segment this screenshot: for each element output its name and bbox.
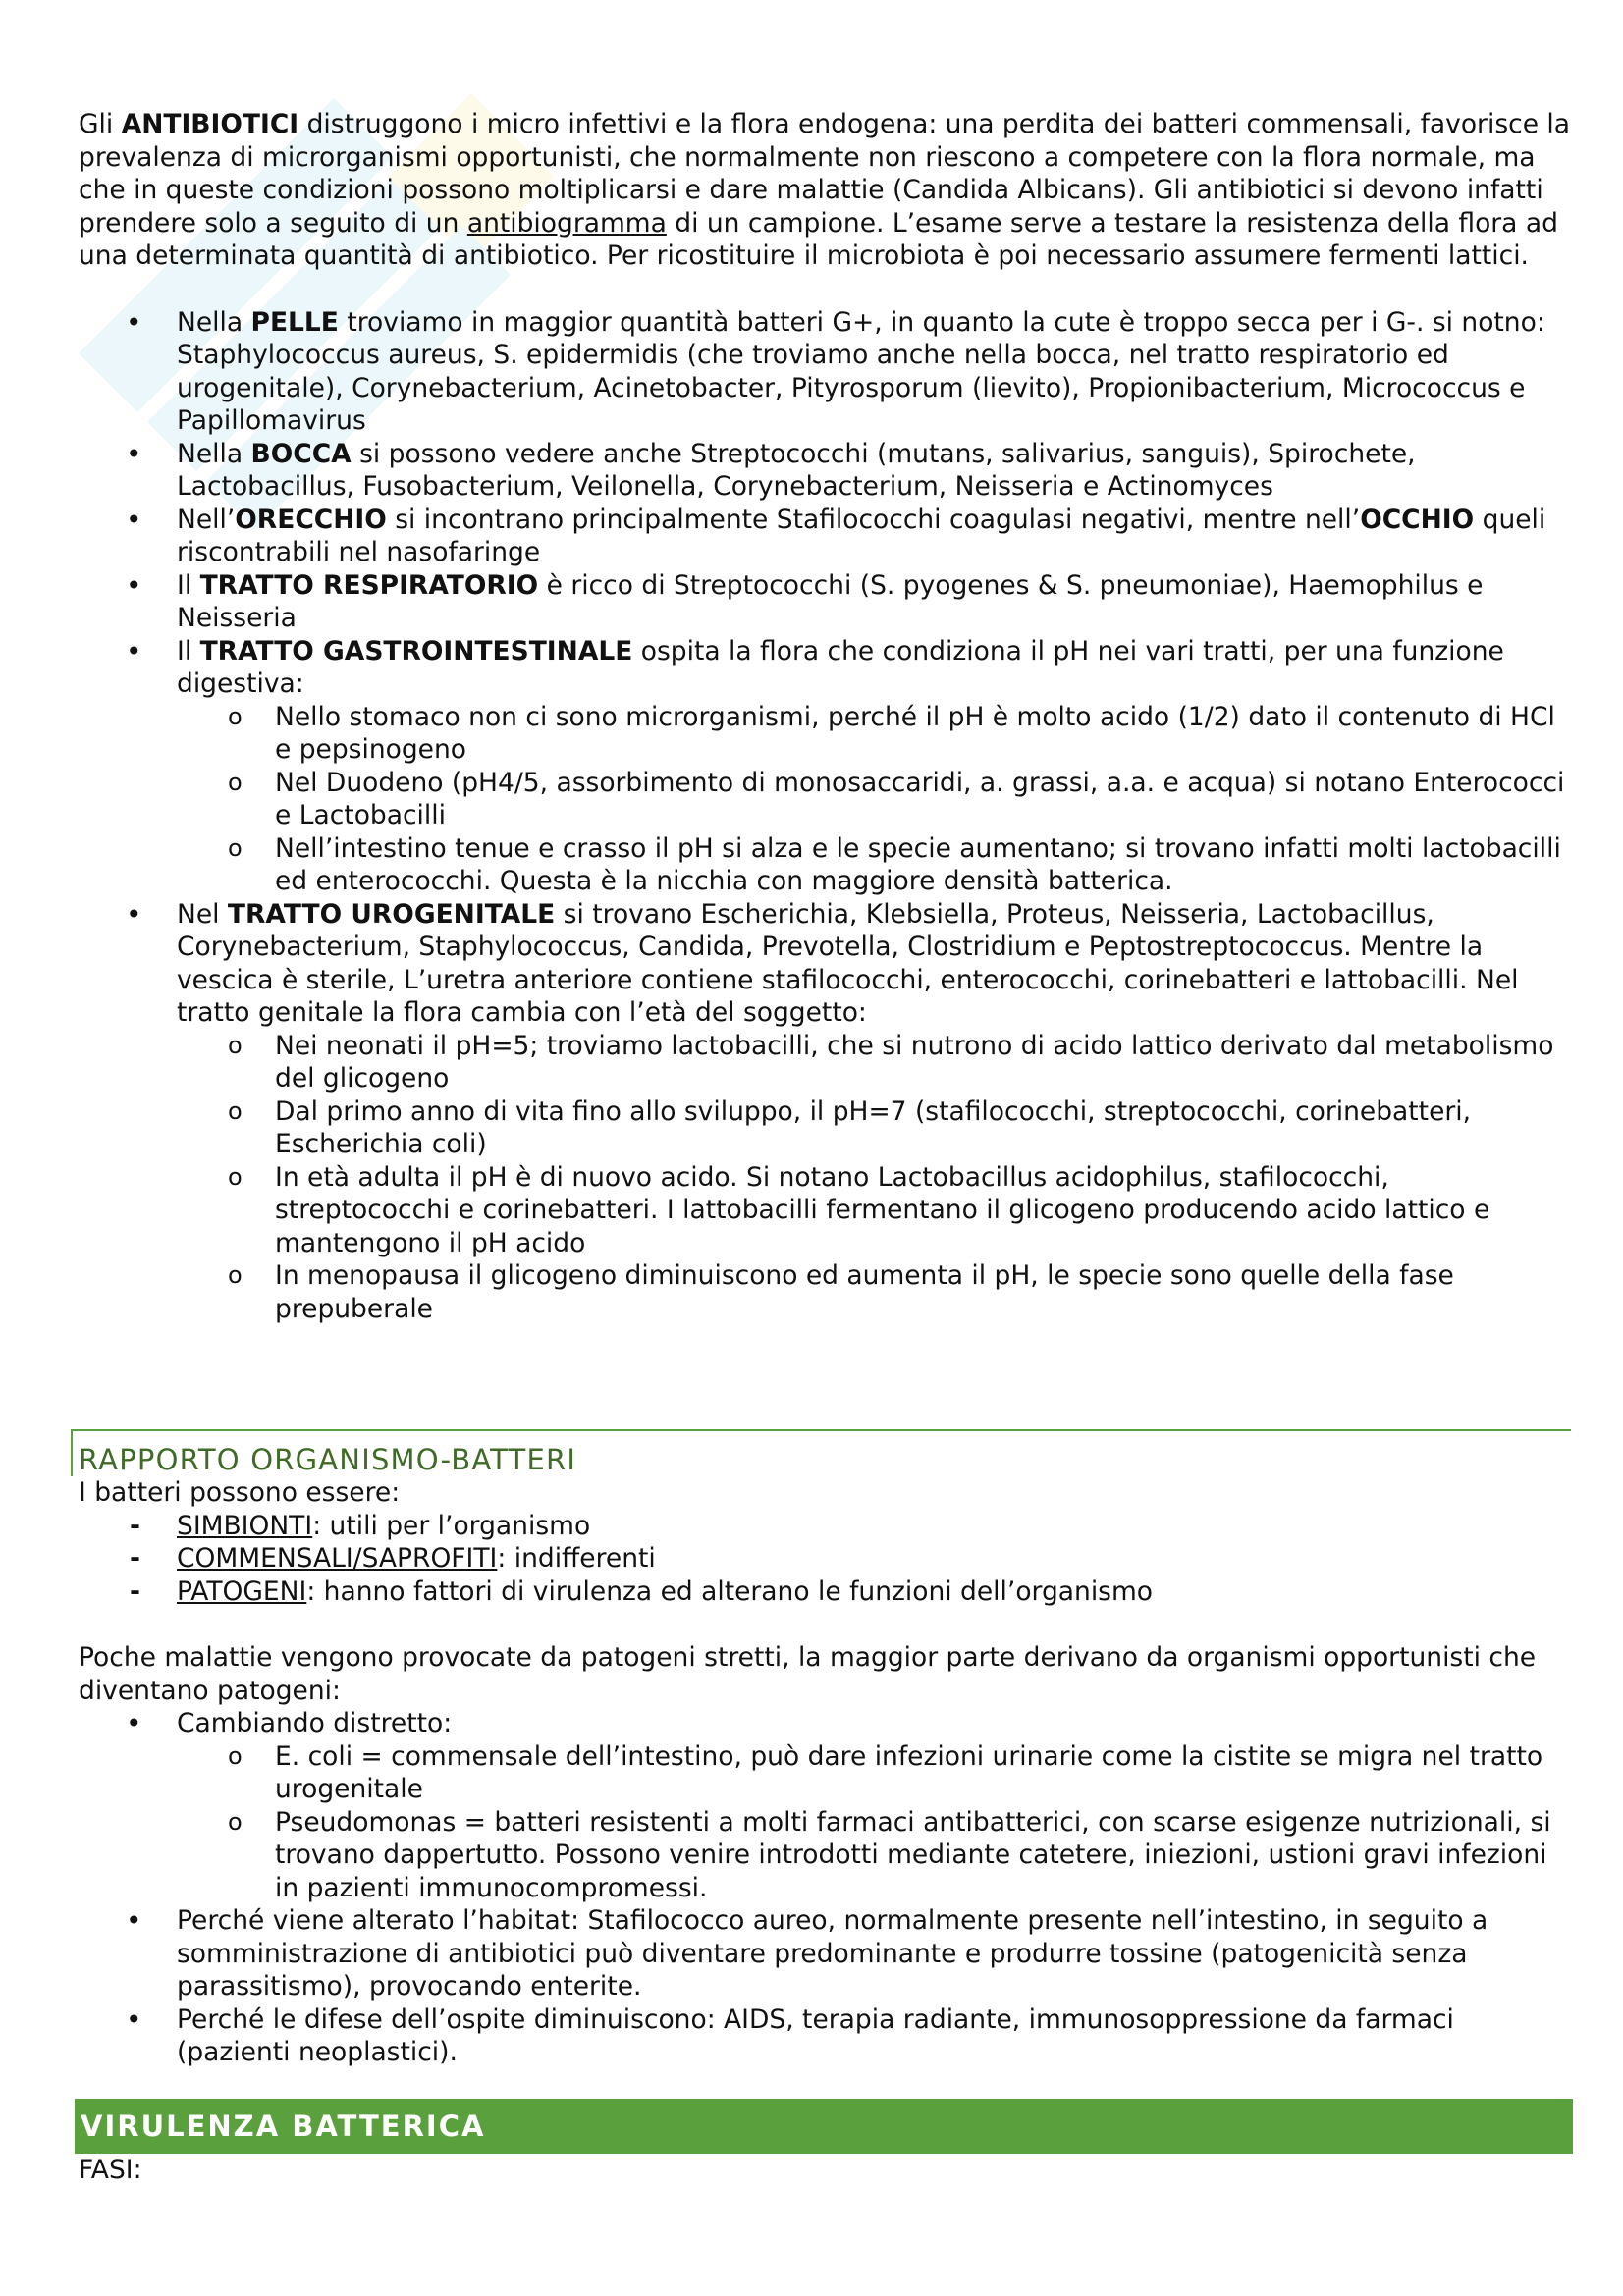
list-item-orecchio: • Nell’ORECCHIO si incontrano principalmente Stafilococchi coagulasi negativi, mentre nell’OCCHIO queli riscontrabili nel nasofaringe xyxy=(79,504,1571,569)
intro-paragraph: Gli ANTIBIOTICI distruggono i micro infettivi e la flora endogena: una perdita dei batteri commensali, favorisce la prevalenza di microrganismi opportunisti, che normalmente non riescono a competere con la flora normale, ma che in queste condizioni possono moltiplicarsi e dare malattie (Candida Albicans). Gli antibiotici si devono infatti prendere solo a seguito di un antibiogramma di un campione. L’esame serve a testare la resistenza della flora ad una determinata quantità di antibiotico. Per ricostituire il microbiota è poi necessario assumere fermenti lattici. xyxy=(79,109,1571,271)
list-item-habitat: • Perché viene alterato l’habitat: Stafilococco aureo, normalmente presente nell’intestino, in seguito a somministrazione di antibiotici può diventare predominante e produrre tossine (patogenicità senza parassitismo), provocando enterite. xyxy=(79,1904,1571,2003)
list-item-gastrointestinale: • Il TRATTO GASTROINTESTINALE ospita la flora che condiziona il pH nei vari tratti, per una funzione digestiva: xyxy=(79,635,1571,701)
list-item-urogenitale: • Nel TRATTO UROGENITALE si trovano Escherichia, Klebsiella, Proteus, Neisseria, Lactobacillus, Corynebacterium, Staphylococcus, Candida, Prevotella, Clostridium e Peptostreptococcus. Mentre la vescica è sterile, L’uretra anteriore contiene stafilococchi, enterococchi, corinebatteri e lattobacilli. Nel tratto genitale la flora cambia con l’età del soggetto: xyxy=(79,898,1571,1030)
antibiogramma-term: antibiogramma xyxy=(466,207,667,239)
opportunisti-list xyxy=(79,1707,1571,2069)
sublist-item: o Nel Duodeno (pH4/5, assorbimento di monosaccaridi, a. grassi, a.a. e acqua) si notano Enterococci e Lactobacilli xyxy=(79,767,1571,832)
document-page xyxy=(79,108,1571,2186)
list-item-type: - SIMBIONTI: utili per l’organismo xyxy=(79,1510,1571,1543)
list-item-pelle: • Nella PELLE troviamo in maggior quantità batteri G+, in quanto la cute è troppo secca per i G-. si notno: Staphylococcus aureus, S. epidermidis (che troviamo anche nella bocca, nel tratto respiratorio ed urogenitale), Corynebacterium, Acinetobacter, Pityrosporum (lievito), Propionibacterium, Micrococcus e Papillomavirus xyxy=(79,306,1571,438)
sublist-item: o Nell’intestino tenue e crasso il pH si alza e le specie aumentano; si trovano infatti molti lactobacilli ed enterococchi. Questa è la nicchia con maggiore densità batterica. xyxy=(79,832,1571,898)
list-item-type: - PATOGENI: hanno fattori di virulenza ed alterano le funzioni dell’organismo xyxy=(79,1575,1571,1609)
list-item-respiratorio: • Il TRATTO RESPIRATORIO è ricco di Streptococchi (S. pyogenes & S. pneumoniae), Haemophilus e Neisseria xyxy=(79,569,1571,635)
sublist-item: o Dal primo anno di vita fino allo sviluppo, il pH=7 (stafilococchi, streptococchi, corinebatteri, Escherichia coli) xyxy=(79,1095,1571,1161)
sublist-item: o In età adulta il pH è di nuovo acido. Si notano Lactobacillus acidophilus, stafilococchi, streptococchi e corinebatteri. I lattobacilli fermentano il glicogeno producendo acido lattico e mantengono il pH acido xyxy=(79,1161,1571,1260)
list-item-type: - COMMENSALI/SAPROFITI: indifferenti xyxy=(79,1542,1571,1575)
sublist-item: o E. coli = commensale dell’intestino, può dare infezioni urinarie come la cistite se migra nel tratto urogenitale xyxy=(79,1740,1571,1806)
opportunisti-paragraph: Poche malattie vengono provocate da patogeni stretti, la maggior parte derivano da organismi opportunisti che diventano patogeni: xyxy=(79,1642,1537,1706)
bacteria-types-list xyxy=(79,1510,1571,1609)
fasi-label: FASI: xyxy=(79,2154,142,2185)
sublist-item: o Nei neonati il pH=5; troviamo lactobacilli, che si nutrono di acido lattico derivato dal metabolismo del glicogeno xyxy=(79,1030,1571,1095)
section-band-virulenza: VIRULENZA BATTERICA xyxy=(75,2099,1573,2154)
sublist-item: o Pseudomonas = batteri resistenti a molti farmaci antibatterici, con scarse esigenze nutrizionali, si trovano dappertutto. Possono venire introdotti mediante catetere, iniezioni, ustioni gravi infezioni in pazienti immunocompromessi. xyxy=(79,1806,1571,1905)
antibiotici-term: ANTIBIOTICI xyxy=(121,109,299,139)
list-item-distretto: • Cambiando distretto: xyxy=(79,1707,1571,1740)
sublist-item: o In menopausa il glicogeno diminuiscono ed aumenta il pH, le specie sono quelle della fase prepuberale xyxy=(79,1259,1571,1325)
list-item-difese: • Perché le difese dell’ospite diminuiscono: AIDS, terapia radiante, immunosoppressione da farmaci (pazienti neoplastici). xyxy=(79,2003,1571,2069)
section-heading-rapporto: RAPPORTO ORGANISMO-BATTERI xyxy=(71,1429,1571,1476)
sublist-item: o Nello stomaco non ci sono microrganismi, perché il pH è molto acido (1/2) dato il contenuto di HCl e pepsinogeno xyxy=(79,701,1571,767)
flora-list xyxy=(79,306,1571,1326)
rapporto-intro: I batteri possono essere: xyxy=(79,1477,401,1508)
list-item-bocca: • Nella BOCCA si possono vedere anche Streptococchi (mutans, salivarius, sanguis), Spirochete, Lactobacillus, Fusobacterium, Veilonella, Corynebacterium, Neisseria e Actinomyces xyxy=(79,438,1571,504)
